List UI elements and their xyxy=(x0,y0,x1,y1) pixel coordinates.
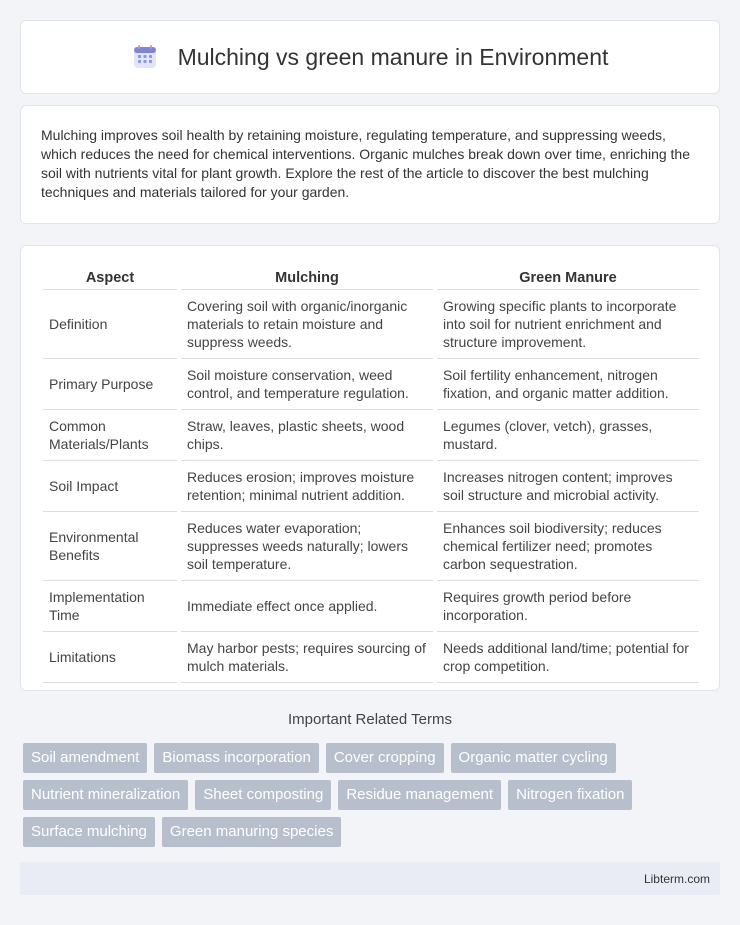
page-title: Mulching vs green manure in Environment xyxy=(177,43,609,70)
table-row xyxy=(43,512,699,581)
table-cell: Immediate effect once applied. xyxy=(181,581,433,632)
table-row xyxy=(43,632,699,683)
related-term-tag[interactable]: Sheet composting xyxy=(195,780,331,810)
table-cell: Primary Purpose xyxy=(43,359,177,410)
comparison-table xyxy=(39,267,703,683)
table-row xyxy=(43,290,699,359)
table-cell: Needs additional land/time; potential for crop competition. xyxy=(437,632,699,683)
table-cell: Soil fertility enhancement, nitrogen fixation, and organic matter addition. xyxy=(437,359,699,410)
header-card xyxy=(20,20,720,94)
table-cell: Definition xyxy=(43,290,177,359)
related-term-tag[interactable]: Organic matter cycling xyxy=(451,743,616,773)
table-cell: Soil Impact xyxy=(43,461,177,512)
table-cell: Reduces water evaporation; suppresses weeds naturally; lowers soil temperature. xyxy=(181,512,433,581)
related-term-tag[interactable]: Green manuring species xyxy=(162,817,341,847)
table-row xyxy=(43,461,699,512)
table-cell: Soil moisture conservation, weed control, and temperature regulation. xyxy=(181,359,433,410)
intro-card xyxy=(20,105,720,224)
table-cell: Growing specific plants to incorporate into soil for nutrient enrichment and structure improvement. xyxy=(437,290,699,359)
table-cell: Reduces erosion; improves moisture retention; minimal nutrient addition. xyxy=(181,461,433,512)
column-header: Mulching xyxy=(181,267,433,290)
calendar-grid-icon xyxy=(132,44,158,70)
related-terms-title: Important Related Terms xyxy=(288,711,452,728)
comparison-card xyxy=(20,245,720,691)
related-term-tag[interactable]: Nitrogen fixation xyxy=(508,780,632,810)
related-term-tag[interactable]: Surface mulching xyxy=(23,817,155,847)
table-cell: Requires growth period before incorporation. xyxy=(437,581,699,632)
table-cell: Common Materials/Plants xyxy=(43,410,177,461)
related-term-tag[interactable]: Cover cropping xyxy=(326,743,444,773)
table-row xyxy=(43,359,699,410)
table-cell: Limitations xyxy=(43,632,177,683)
related-term-tag[interactable]: Biomass incorporation xyxy=(154,743,318,773)
related-term-tag[interactable]: Soil amendment xyxy=(23,743,147,773)
related-term-tag[interactable]: Residue management xyxy=(338,780,501,810)
table-row xyxy=(43,581,699,632)
table-cell: Implementation Time xyxy=(43,581,177,632)
table-cell: Straw, leaves, plastic sheets, wood chips. xyxy=(181,410,433,461)
footer xyxy=(20,862,720,895)
column-header: Aspect xyxy=(43,267,177,290)
table-cell: Legumes (clover, vetch), grasses, mustard. xyxy=(437,410,699,461)
related-terms-list xyxy=(23,743,723,854)
intro-paragraph: Mulching improves soil health by retaining moisture, regulating temperature, and suppressing weeds, which reduces the need for chemical interventions. Organic mulches break down over time, enriching the soil with nutrients vital for plant growth. Explore the rest of the article to discover the best mulching techniques and materials tailored for your garden. xyxy=(41,127,690,200)
footer-site-link[interactable]: Libterm.com xyxy=(643,871,710,886)
table-header-row xyxy=(43,267,699,290)
table-cell: May harbor pests; requires sourcing of mulch materials. xyxy=(181,632,433,683)
table-cell: Enhances soil biodiversity; reduces chemical fertilizer need; promotes carbon sequestration. xyxy=(437,512,699,581)
table-row xyxy=(43,410,699,461)
table-cell: Environmental Benefits xyxy=(43,512,177,581)
table-cell: Covering soil with organic/inorganic materials to retain moisture and suppress weeds. xyxy=(181,290,433,359)
column-header: Green Manure xyxy=(437,267,699,290)
related-term-tag[interactable]: Nutrient mineralization xyxy=(23,780,188,810)
table-cell: Increases nitrogen content; improves soil structure and microbial activity. xyxy=(437,461,699,512)
